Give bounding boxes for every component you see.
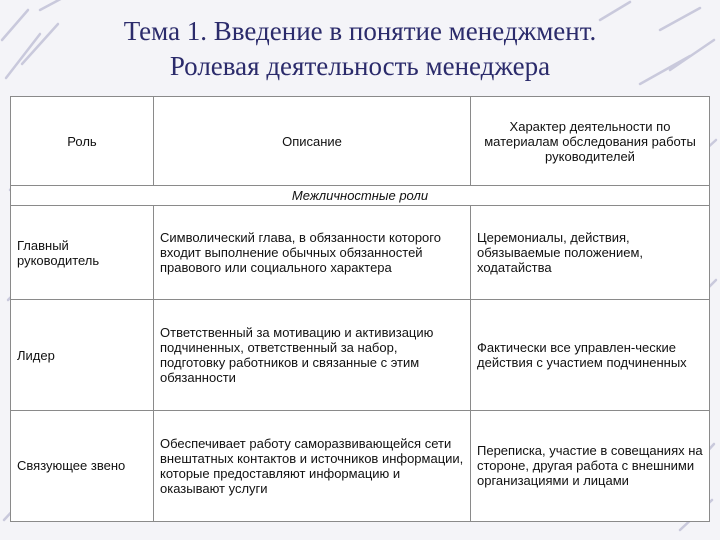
- activity-cell: Церемониалы, действия, обязываемые положением, ходатайства: [471, 206, 710, 300]
- header-description: Описание: [154, 97, 471, 186]
- slide-title: [0, 14, 720, 84]
- role-cell: Связующее звено: [11, 410, 154, 521]
- description-cell: Ответственный за мотивацию и активизацию подчиненных, ответственный за набор, подготовку работников и связанные с этим обязанности: [154, 300, 471, 410]
- header-activity: Характер деятельности по материалам обследования работы руководителей: [471, 97, 710, 186]
- role-cell: Лидер: [11, 300, 154, 410]
- table-row: [11, 300, 710, 410]
- section-interpersonal-roles: Межличностные роли: [11, 186, 710, 206]
- roles-table: [10, 96, 710, 522]
- table-header-row: [11, 97, 710, 186]
- description-cell: Обеспечивает работу саморазвивающейся сети внештатных контактов и источников информации, которые предоставляют информацию и оказывают услуги: [154, 410, 471, 521]
- slide-title-line-1: Тема 1. Введение в понятие менеджмент.: [123, 16, 597, 46]
- table-row: [11, 410, 710, 521]
- section-row: [11, 186, 710, 206]
- activity-cell: Переписка, участие в совещаниях на стороне, другая работа с внешними организациями и лицами: [471, 410, 710, 521]
- description-cell: Символический глава, в обязанности которого входит выполнение обычных обязанностей правового или социального характера: [154, 206, 471, 300]
- slide-title-line-2: Ролевая деятельность менеджера: [169, 51, 551, 81]
- activity-cell: Фактически все управлен-ческие действия с участием подчиненных: [471, 300, 710, 410]
- header-role: Роль: [11, 97, 154, 186]
- role-cell: Главный руководитель: [11, 206, 154, 300]
- table-row: [11, 206, 710, 300]
